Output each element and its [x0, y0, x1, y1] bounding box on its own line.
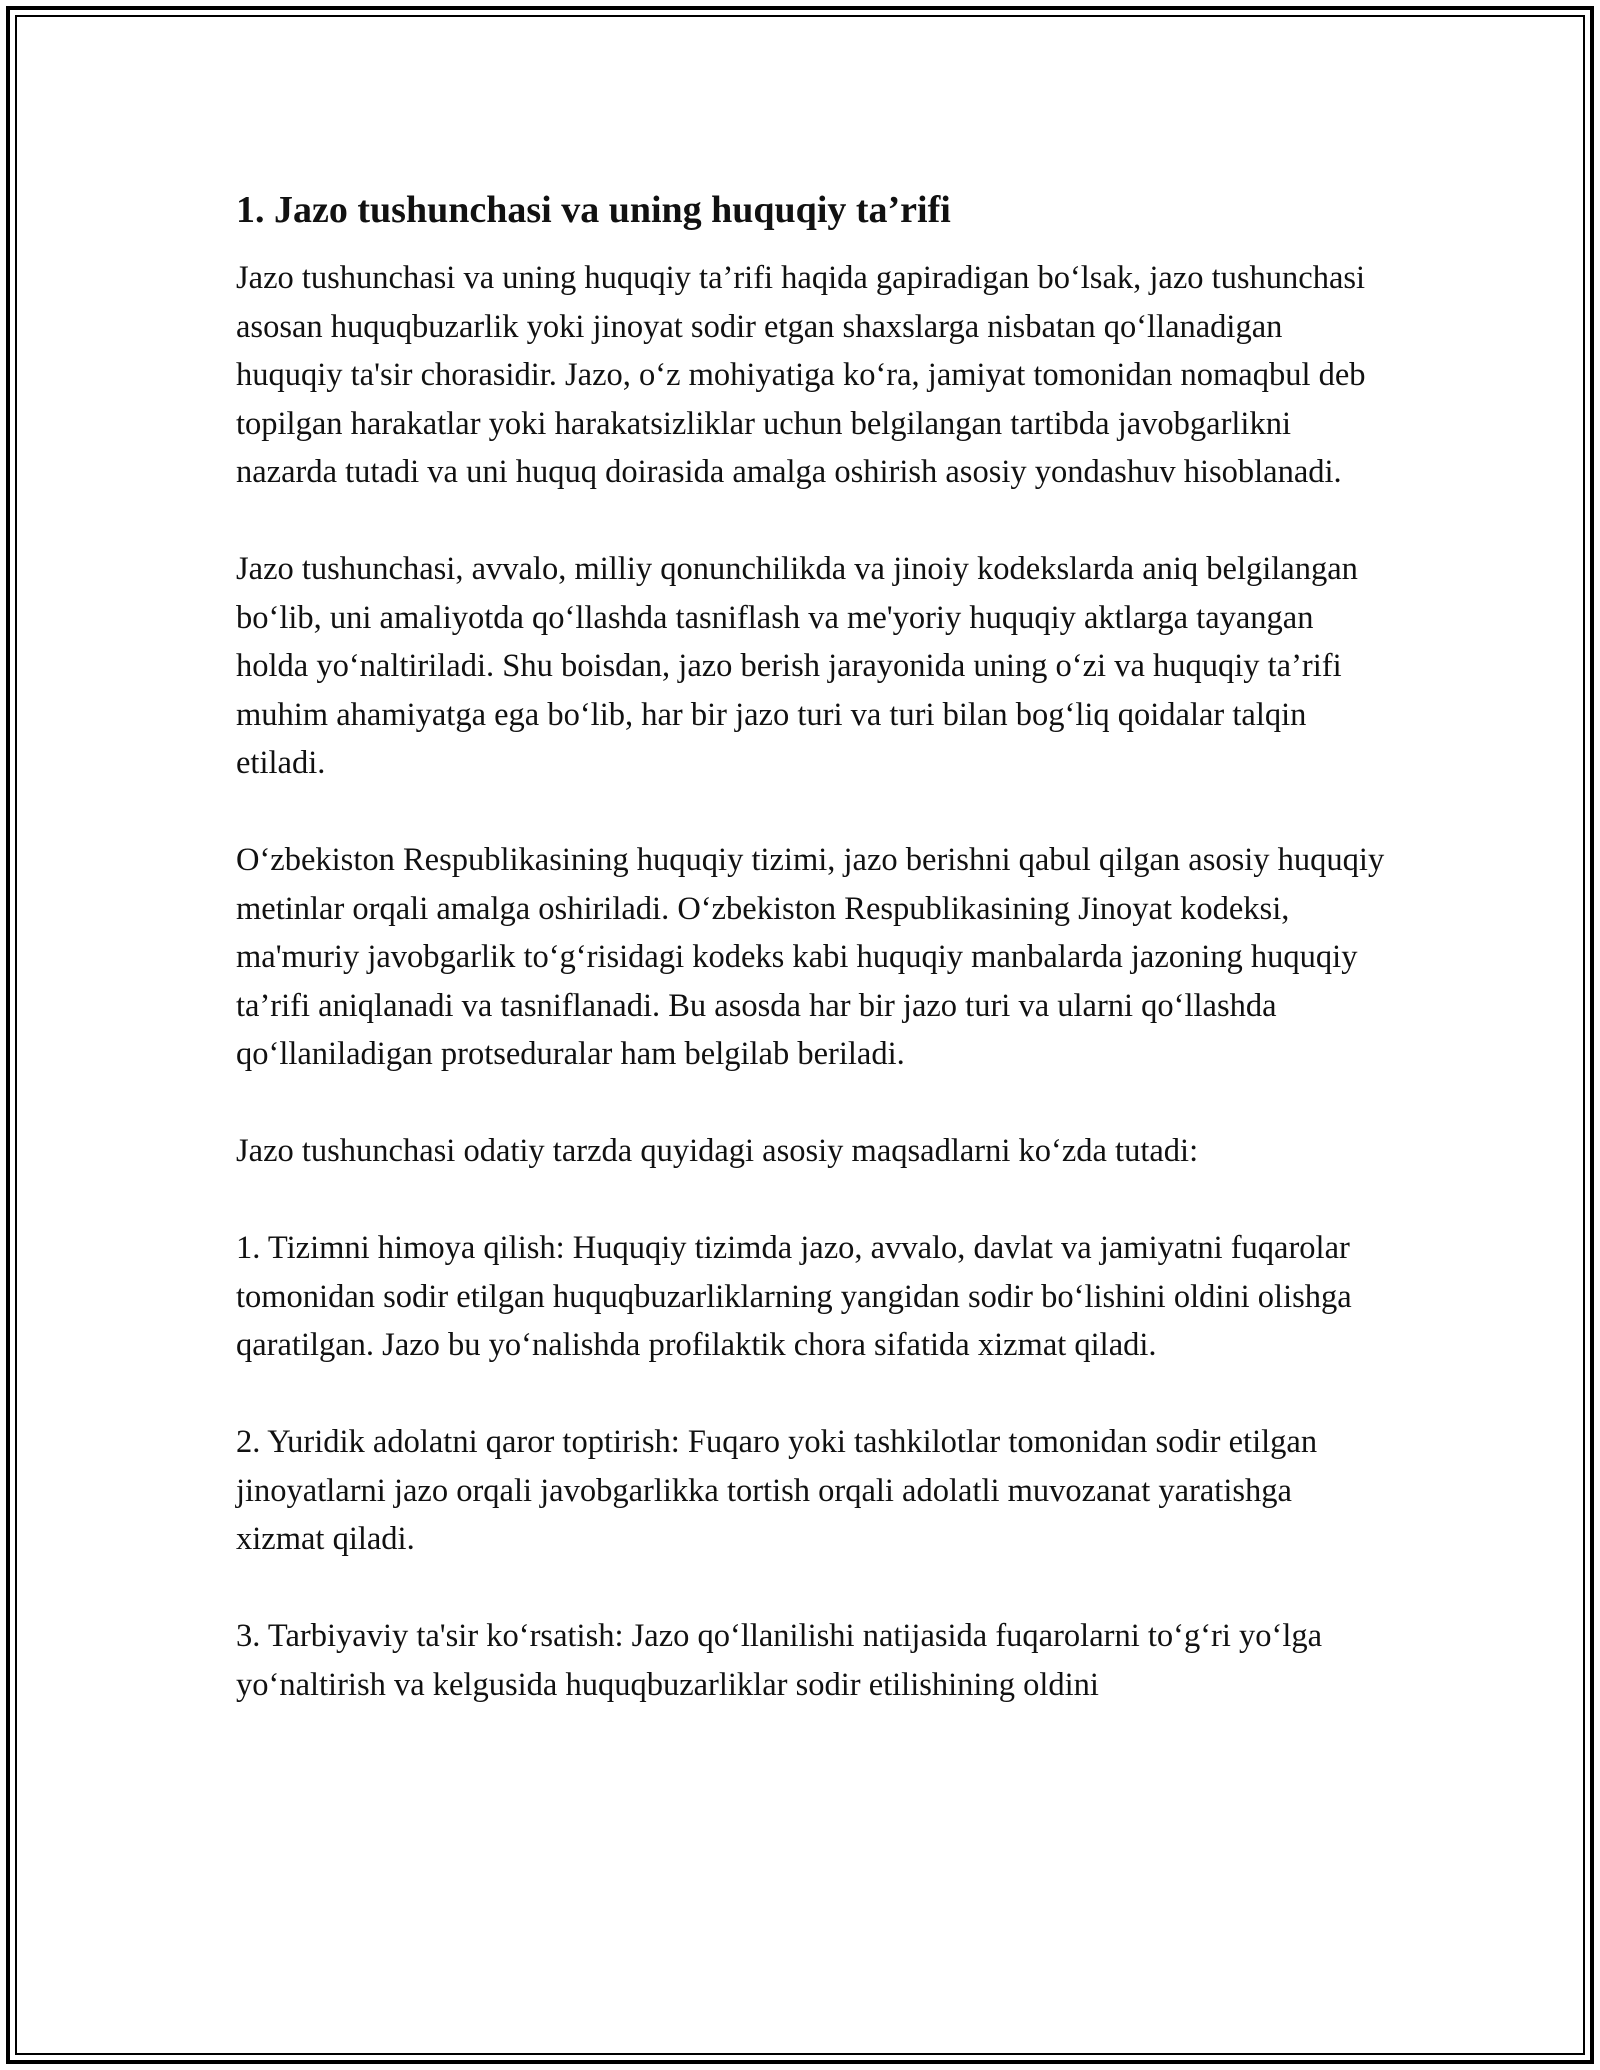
paragraph-legislation: Jazo tushunchasi, avvalo, milliy qonunchilikda va jinoiy kodekslarda aniq belgilangan bo‘lib, uni amaliyotda qo‘llashda tasniflash va me'yoriy huquqiy aktlarga tayangan holda yo‘naltiriladi. Shu boisdan, jazo berish jarayonida uning o‘zi va huquqiy ta’rifi muhim ahamiyatga ega bo‘lib, har bir jazo turi va turi bilan bog‘liq qoidalar talqin etiladi. — [236, 551, 1358, 781]
list-item-education: 3. Tarbiyaviy ta'sir ko‘rsatish: Jazo qo‘llanilishi natijasida fuqarolarni to‘g‘ri yo‘lga yo‘naltirish va kelgusida huquqbuzarliklar sodir etilishining oldini — [236, 1618, 1323, 1703]
section-heading: 1. Jazo tushunchasi va uning huquqiy ta’rifi — [236, 189, 951, 231]
list-item-protection: 1. Tizimni himoya qilish: Huquqiy tizimda jazo, avvalo, davlat va jamiyatni fuqarolar tomonidan sodir etilgan huquqbuzarliklarning yangidan sodir bo‘lishini oldini olishga qaratilgan. Jazo bu yo‘nalishda profilaktik chora sifatida xizmat qiladi. — [236, 1230, 1352, 1363]
paragraph-intro: Jazo tushunchasi va uning huquqiy ta’rifi haqida gapiradigan bo‘lsak, jazo tushunchasi asosan huquqbuzarlik yoki jinoyat sodir etgan shaxslarga nisbatan qo‘llanadigan huquqiy ta'sir chorasidir. Jazo, o‘z mohiyatiga ko‘ra, jamiyat tomonidan nomaqbul deb topilgan harakatlar yoki harakatsizliklar uchun belgilangan tartibda javobgarlikni nazarda tutadi va uni huquq doirasida amalga oshirish asosiy yondashuv hisoblanadi. — [236, 260, 1366, 490]
list-item-justice: 2. Yuridik adolatni qaror toptirish: Fuqaro yoki tashkilotlar tomonidan sodir etilgan jinoyatlarni jazo orqali javobgarlikka tortish orqali adolatli muvozanat yaratishga xizmat qiladi. — [236, 1424, 1318, 1557]
paragraph-goals-intro: Jazo tushunchasi odatiy tarzda quyidagi asosiy maqsadlarni ko‘zda tutadi: — [236, 1133, 1199, 1169]
paragraph-legal-system: O‘zbekiston Respublikasining huquqiy tizimi, jazo berishni qabul qilgan asosiy huquqiy metinlar orqali amalga oshiriladi. O‘zbekiston Respublikasining Jinoyat kodeksi, ma'muriy javobgarlik to‘g‘risidagi kodeks kabi huquqiy manbalarda jazoning huquqiy ta’rifi aniqlanadi va tasniflanadi. Bu asosda har bir jazo turi va ularni qo‘llashda qo‘llaniladigan protseduralar ham belgilab beriladi. — [236, 842, 1385, 1072]
document-body — [236, 186, 1386, 1758]
